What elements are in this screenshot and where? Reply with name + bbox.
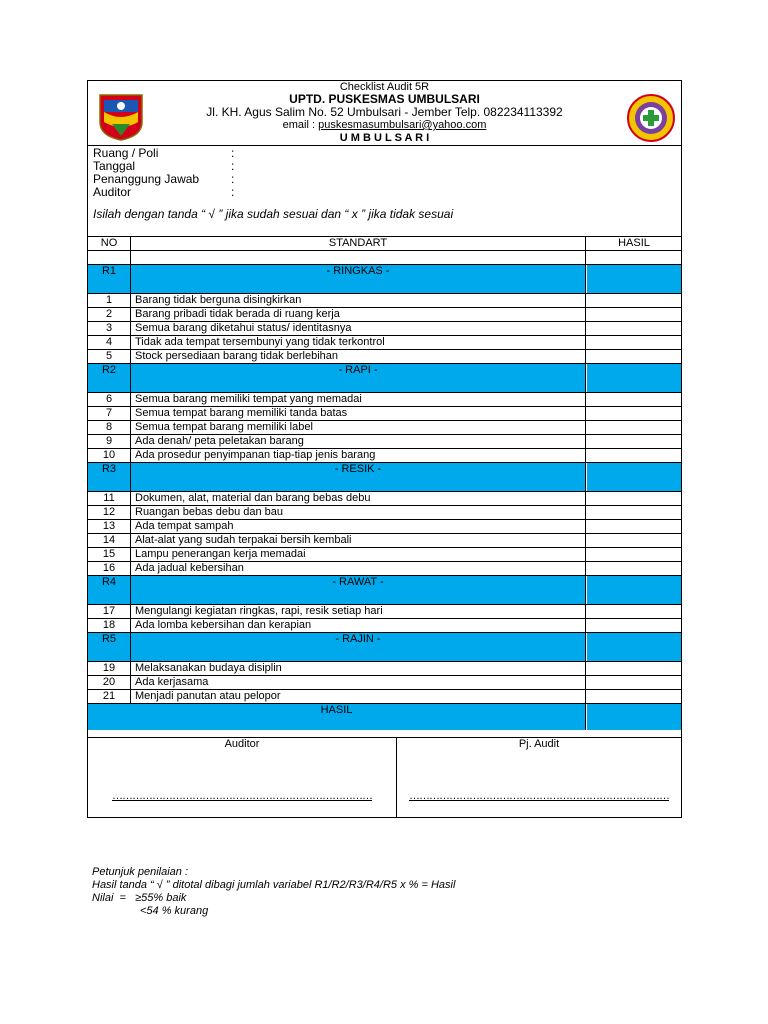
row-number: 4 <box>88 336 131 349</box>
hasil-cell[interactable] <box>587 662 681 675</box>
pj-audit-signature-box <box>397 738 681 818</box>
form-title: Checklist Audit 5R <box>339 81 430 93</box>
table-row <box>88 434 681 448</box>
row-number: 3 <box>88 322 131 335</box>
table-row <box>88 448 681 462</box>
standard-text: Tidak ada tempat tersembunyi yang tidak terkontrol <box>131 336 586 349</box>
table-header-row <box>88 236 681 250</box>
row-number <box>88 251 131 264</box>
section-title: - RESIK - <box>131 463 586 491</box>
hasil-cell[interactable] <box>587 562 681 575</box>
hasil-cell[interactable] <box>587 463 681 491</box>
pj-audit-title: Pj. Audit <box>518 738 560 750</box>
town-name: U M B U L S A R I <box>339 132 430 144</box>
standard-text: Ada kerjasama <box>131 676 586 689</box>
table-row <box>88 491 681 505</box>
table-row <box>88 689 681 703</box>
table-row <box>88 561 681 575</box>
table-row <box>88 505 681 519</box>
hasil-cell[interactable] <box>587 619 681 632</box>
auditor-signature-line: …………………………………………………………………… <box>112 790 372 802</box>
field-label-ruang: Ruang / Poli <box>93 146 159 160</box>
hasil-cell[interactable] <box>587 322 681 335</box>
row-number: 15 <box>88 548 131 561</box>
row-number: R2 <box>88 364 131 392</box>
total-row <box>88 703 681 730</box>
row-number: 9 <box>88 435 131 448</box>
hasil-cell[interactable] <box>587 251 681 264</box>
table-row <box>88 307 681 321</box>
field-colon: : <box>231 146 235 160</box>
notes-title: Petunjuk penilaian : <box>92 866 189 878</box>
standard-text: Semua tempat barang memiliki tanda batas <box>131 407 586 420</box>
table-row <box>88 321 681 335</box>
section-title: - RAJIN - <box>131 633 586 661</box>
row-number: 19 <box>88 662 131 675</box>
standard-text: Lampu penerangan kerja memadai <box>131 548 586 561</box>
standard-text: Stock persediaan barang tidak berlebihan <box>131 350 586 363</box>
table-row <box>88 293 681 307</box>
table-row <box>88 335 681 349</box>
row-number: 1 <box>88 294 131 307</box>
hasil-cell[interactable] <box>587 350 681 363</box>
table-row <box>88 392 681 406</box>
standard-text: Mengulangi kegiatan ringkas, rapi, resik setiap hari <box>131 605 586 618</box>
standard-text: Menjadi panutan atau pelopor <box>131 690 586 703</box>
signature-section <box>88 737 681 818</box>
standard-text: HASIL <box>88 704 586 730</box>
row-number: 7 <box>88 407 131 420</box>
header-hasil: HASIL <box>618 237 650 249</box>
section-row <box>88 462 681 491</box>
table-row <box>88 519 681 533</box>
standard-text: Barang tidak berguna disingkirkan <box>131 294 586 307</box>
table-row <box>88 618 681 632</box>
standard-text: Ada jadual kebersihan <box>131 562 586 575</box>
standard-text: Ruangan bebas debu dan bau <box>131 506 586 519</box>
row-number: 2 <box>88 308 131 321</box>
header-no: NO <box>88 237 131 250</box>
hasil-cell[interactable] <box>587 393 681 406</box>
email-link[interactable]: puskesmasumbulsari@yahoo.com <box>318 119 487 131</box>
email-prefix: email : <box>282 119 319 131</box>
standard-text: Ada prosedur penyimpanan tiap-tiap jenis barang <box>131 449 586 462</box>
standard-text: Semua tempat barang memiliki label <box>131 421 586 434</box>
auditor-signature-box <box>88 738 397 818</box>
section-row <box>88 264 681 293</box>
row-number: 21 <box>88 690 131 703</box>
row-number: R4 <box>88 576 131 604</box>
field-label-tanggal: Tanggal <box>93 159 136 173</box>
hasil-cell[interactable] <box>587 676 681 689</box>
section-row <box>88 575 681 604</box>
row-number: 17 <box>88 605 131 618</box>
row-number: 14 <box>88 534 131 547</box>
standard-text: Ada lomba kebersihan dan kerapian <box>131 619 586 632</box>
hasil-cell[interactable] <box>587 690 681 703</box>
standard-text: Semua barang diketahui status/ identitasnya <box>131 322 586 335</box>
standard-text: Semua barang memiliki tempat yang memadai <box>131 393 586 406</box>
hasil-cell[interactable] <box>587 520 681 533</box>
hasil-cell[interactable] <box>587 704 681 730</box>
field-colon: : <box>231 185 235 199</box>
hasil-cell[interactable] <box>587 308 681 321</box>
hasil-cell[interactable] <box>587 605 681 618</box>
table-row <box>88 349 681 363</box>
row-number: 6 <box>88 393 131 406</box>
hasil-cell[interactable] <box>587 548 681 561</box>
field-label-penanggung-jawab: Penanggung Jawab <box>93 172 200 186</box>
row-number: 11 <box>88 492 131 505</box>
table-row <box>88 406 681 420</box>
section-title: - RAWAT - <box>131 576 586 604</box>
row-number: 12 <box>88 506 131 519</box>
table-row <box>88 547 681 561</box>
section-title: - RINGKAS - <box>131 265 586 293</box>
field-label-auditor: Auditor <box>93 185 132 199</box>
row-number: 16 <box>88 562 131 575</box>
pj-audit-signature-line: …………………………………………………………………… <box>409 790 669 802</box>
audit-form <box>87 80 682 818</box>
standard-text: Ada denah/ peta peletakan barang <box>131 435 586 448</box>
hasil-cell[interactable] <box>587 407 681 420</box>
hasil-cell[interactable] <box>587 534 681 547</box>
hasil-cell[interactable] <box>587 576 681 604</box>
email-line <box>88 119 681 131</box>
hasil-cell[interactable] <box>587 506 681 519</box>
row-number: 5 <box>88 350 131 363</box>
hasil-cell[interactable] <box>587 492 681 505</box>
table-row <box>88 533 681 547</box>
table-row <box>88 250 681 264</box>
standard-text: Ada tempat sampah <box>131 520 586 533</box>
notes-line-formula: Hasil tanda “ √ ” ditotal dibagi jumlah variabel R1/R2/R3/R4/R5 x % = Hasil <box>92 879 456 891</box>
standard-text: Melaksanakan budaya disiplin <box>131 662 586 675</box>
scoring-notes <box>92 866 455 918</box>
hasil-cell[interactable] <box>587 336 681 349</box>
hasil-cell[interactable] <box>587 449 681 462</box>
standard-text: Barang pribadi tidak berada di ruang kerja <box>131 308 586 321</box>
row-number: 8 <box>88 421 131 434</box>
auditor-title: Auditor <box>224 738 260 750</box>
fill-instruction: Isilah dengan tanda “ √ ” jika sudah sesuai dan “ x ” jika tidak sesuai <box>93 207 454 221</box>
section-row <box>88 632 681 661</box>
organization-address: Jl. KH. Agus Salim No. 52 Umbulsari - Jember Telp. 082234113392 <box>206 105 563 119</box>
table-row <box>88 675 681 689</box>
field-colon: : <box>231 159 235 173</box>
hasil-cell[interactable] <box>587 265 681 293</box>
row-number: 20 <box>88 676 131 689</box>
notes-line-poor: <54 % kurang <box>140 905 209 917</box>
form-header <box>88 81 681 146</box>
table-row <box>88 420 681 434</box>
hasil-cell[interactable] <box>587 294 681 307</box>
hasil-cell[interactable] <box>587 633 681 661</box>
puskesmas-logo-icon <box>626 93 676 143</box>
field-colon: : <box>231 172 235 186</box>
standard-text: Dokumen, alat, material dan barang bebas debu <box>131 492 586 505</box>
standard-text <box>131 251 586 264</box>
info-section <box>88 145 681 235</box>
row-number: R1 <box>88 265 131 293</box>
section-row <box>88 363 681 392</box>
notes-line-good: Nilai = ≥55% baik <box>92 892 187 904</box>
section-title: - RAPI - <box>131 364 586 392</box>
hasil-cell[interactable] <box>587 421 681 434</box>
header-standart: STANDART <box>131 237 586 250</box>
row-number: R3 <box>88 463 131 491</box>
row-number: 10 <box>88 449 131 462</box>
table-row <box>88 661 681 675</box>
row-number: 13 <box>88 520 131 533</box>
table-row <box>88 604 681 618</box>
row-number: R5 <box>88 633 131 661</box>
row-number: 18 <box>88 619 131 632</box>
standard-text: Alat-alat yang sudah terpakai bersih kembali <box>131 534 586 547</box>
hasil-cell[interactable] <box>587 364 681 392</box>
hasil-cell[interactable] <box>587 435 681 448</box>
organization-name: UPTD. PUSKESMAS UMBULSARI <box>289 92 480 106</box>
